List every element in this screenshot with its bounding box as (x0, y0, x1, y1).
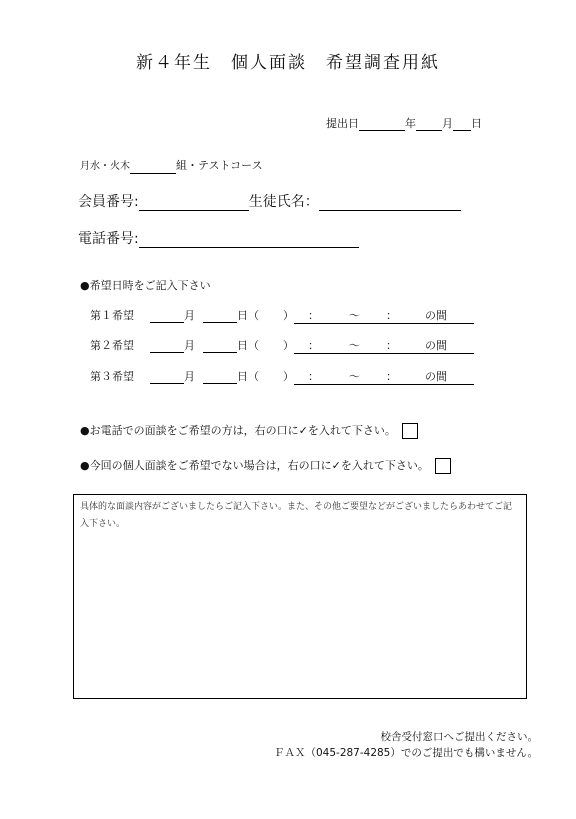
wish-colon: ： (308, 370, 319, 383)
submit-day-label: 日 (471, 117, 482, 130)
wish-month-field[interactable] (150, 339, 184, 353)
course-row (80, 154, 263, 174)
wish-colon: ： (308, 339, 319, 352)
phone-row (78, 228, 359, 248)
request-instructions: 具体的な面談内容がございましたらご記入下さい。また、その他ご要望などがございましたらあわせてご記入下さい。 (80, 502, 513, 529)
wish-colon: ： (308, 309, 319, 322)
submit-date-label: 提出日 (326, 117, 359, 130)
student-name-label: 生徒氏名： (248, 194, 319, 210)
wish-paren: ） (283, 339, 294, 352)
wish-label: 第２希望 (90, 339, 134, 352)
wish-colon: ： (386, 370, 397, 383)
wish-between: の間 (425, 339, 447, 352)
course-prefix: 月水・火木 (80, 161, 130, 172)
wish-time-field[interactable] (294, 307, 474, 324)
wish-paren: ） (283, 370, 294, 383)
submit-month-label: 月 (442, 117, 453, 130)
wish-colon: ： (386, 309, 397, 322)
wish-day-field[interactable] (203, 309, 237, 323)
wish-colon: ： (386, 339, 397, 352)
wish-month-field[interactable] (150, 370, 184, 384)
wish-row-1 (90, 307, 474, 324)
individual-check-row (80, 457, 451, 474)
member-row (78, 191, 461, 211)
wish-month-label: 月 (184, 370, 195, 383)
student-name-field[interactable] (319, 194, 461, 211)
phone-check-text: ●お電話での面談をご希望の方は，右の口に✓を入れて下さい。 (80, 424, 396, 437)
page-title: 新４年生 個人面談 希望調査用紙 (136, 53, 440, 73)
wish-day-label: 日（ (237, 309, 259, 322)
wish-day-field[interactable] (203, 370, 237, 384)
wish-month-field[interactable] (150, 309, 184, 323)
footer-line-1: 校舎受付窓口へご提出ください。 (380, 731, 538, 743)
wish-header: ●希望日時をご記入下さい (80, 279, 211, 292)
wish-label: 第１希望 (90, 309, 134, 322)
submit-year-label: 年 (405, 117, 416, 130)
phone-label: 電話番号: (78, 231, 139, 247)
submit-date-row (326, 115, 482, 131)
wish-paren: ） (283, 309, 294, 322)
phone-check-row (80, 422, 418, 439)
submit-month-field[interactable] (416, 117, 442, 131)
wish-tilde: ～ (349, 370, 360, 383)
wish-tilde: ～ (349, 309, 360, 322)
individual-check-checkbox[interactable] (435, 458, 451, 474)
member-no-label: 会員番号: (78, 194, 139, 210)
submit-day-field[interactable] (453, 117, 471, 131)
phone-check-checkbox[interactable] (402, 423, 418, 439)
wish-row-3 (90, 368, 474, 385)
wish-day-label: 日（ (237, 339, 259, 352)
wish-label: 第３希望 (90, 370, 134, 383)
wish-day-label: 日（ (237, 370, 259, 383)
wish-between: の間 (425, 309, 447, 322)
member-no-field[interactable] (139, 194, 249, 211)
footer-line-2: ＦＡＸ（045-287-4285）でのご提出でも構いません。 (273, 747, 538, 759)
request-textarea[interactable] (73, 494, 527, 699)
individual-check-text: ●今回の個人面談をご希望でない場合は，右の口に✓を入れて下さい。 (80, 459, 429, 472)
course-class-field[interactable] (130, 154, 176, 174)
wish-row-2 (90, 337, 474, 354)
wish-time-field[interactable] (294, 337, 474, 354)
wish-month-label: 月 (184, 339, 195, 352)
wish-tilde: ～ (349, 339, 360, 352)
wish-month-label: 月 (184, 309, 195, 322)
course-suffix: 組・テストコース (176, 159, 263, 172)
submit-year-field[interactable] (359, 117, 405, 131)
phone-field[interactable] (139, 231, 359, 248)
wish-day-field[interactable] (203, 339, 237, 353)
wish-time-field[interactable] (294, 368, 474, 385)
wish-between: の間 (425, 370, 447, 383)
